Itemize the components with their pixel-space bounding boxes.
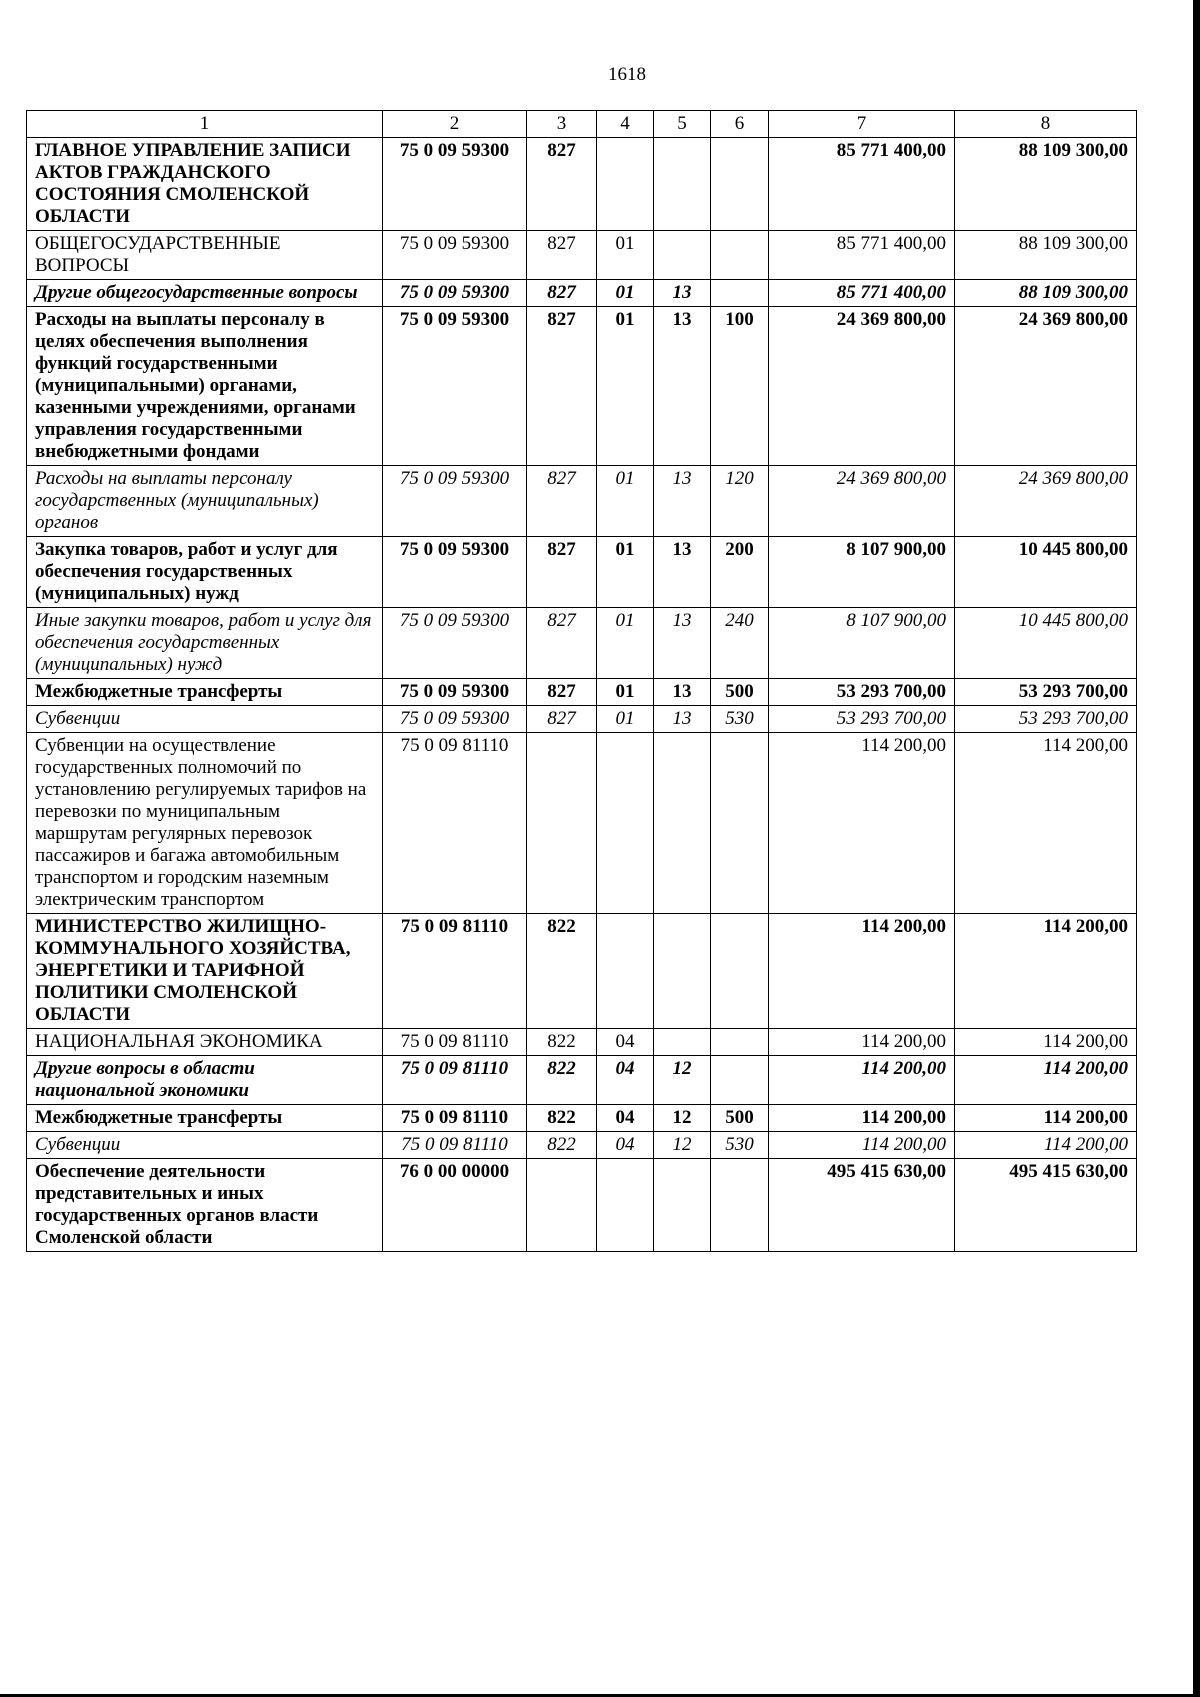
item-name: НАЦИОНАЛЬНАЯ ЭКОНОМИКА [27, 1029, 383, 1056]
target-article-code: 75 0 09 81110 [383, 1056, 527, 1105]
column-number: 2 [383, 111, 527, 138]
table-row [27, 1132, 1137, 1159]
amount-year-2: 88 109 300,00 [955, 231, 1137, 280]
subsection-code: 12 [654, 1132, 711, 1159]
expense-type-code: 240 [711, 608, 769, 679]
amount-year-1: 114 200,00 [769, 914, 955, 1029]
target-article-code: 75 0 09 81110 [383, 1029, 527, 1056]
amount-year-2: 88 109 300,00 [955, 138, 1137, 231]
target-article-code: 75 0 09 59300 [383, 231, 527, 280]
amount-year-1: 24 369 800,00 [769, 307, 955, 466]
expense-type-code [711, 280, 769, 307]
ministry-code [527, 1159, 597, 1252]
target-article-code: 75 0 09 59300 [383, 307, 527, 466]
item-name: Другие вопросы в области национальной экономики [27, 1056, 383, 1105]
amount-year-1: 114 200,00 [769, 1056, 955, 1105]
ministry-code: 827 [527, 679, 597, 706]
item-name: ОБЩЕГОСУДАРСТВЕННЫЕ ВОПРОСЫ [27, 231, 383, 280]
subsection-code [654, 733, 711, 914]
amount-year-2: 24 369 800,00 [955, 307, 1137, 466]
item-name: МИНИСТЕРСТВО ЖИЛИЩНО-КОММУНАЛЬНОГО ХОЗЯЙСТВА, ЭНЕРГЕТИКИ И ТАРИФНОЙ ПОЛИТИКИ СМОЛЕНСКОЙ ОБЛАСТИ [27, 914, 383, 1029]
ministry-code: 827 [527, 706, 597, 733]
subsection-code: 13 [654, 307, 711, 466]
subsection-code: 12 [654, 1105, 711, 1132]
item-name: Межбюджетные трансферты [27, 1105, 383, 1132]
column-number: 1 [27, 111, 383, 138]
ministry-code: 827 [527, 537, 597, 608]
amount-year-1: 53 293 700,00 [769, 706, 955, 733]
ministry-code: 827 [527, 231, 597, 280]
column-number: 5 [654, 111, 711, 138]
section-code [597, 733, 654, 914]
item-name: Субвенции на осуществление государственных полномочий по установлению регулируемых тарифов на перевозки по муниципальным маршрутам регулярных перевозок пассажиров и багажа автомобильным транспортом и городским наземным электрическим транспортом [27, 733, 383, 914]
amount-year-2: 53 293 700,00 [955, 679, 1137, 706]
amount-year-1: 85 771 400,00 [769, 280, 955, 307]
subsection-code [654, 1029, 711, 1056]
amount-year-1: 85 771 400,00 [769, 138, 955, 231]
target-article-code: 76 0 00 00000 [383, 1159, 527, 1252]
item-name: Субвенции [27, 1132, 383, 1159]
amount-year-2: 53 293 700,00 [955, 706, 1137, 733]
item-name: Межбюджетные трансферты [27, 679, 383, 706]
table-row [27, 1105, 1137, 1132]
subsection-code [654, 138, 711, 231]
table-row [27, 733, 1137, 914]
item-name: Обеспечение деятельности представительных и иных государственных органов власти Смоленской области [27, 1159, 383, 1252]
expense-type-code [711, 1056, 769, 1105]
section-code: 01 [597, 679, 654, 706]
subsection-code: 13 [654, 466, 711, 537]
amount-year-2: 495 415 630,00 [955, 1159, 1137, 1252]
amount-year-1: 85 771 400,00 [769, 231, 955, 280]
expense-type-code: 100 [711, 307, 769, 466]
amount-year-1: 114 200,00 [769, 733, 955, 914]
target-article-code: 75 0 09 81110 [383, 1105, 527, 1132]
expense-type-code [711, 1159, 769, 1252]
amount-year-2: 10 445 800,00 [955, 608, 1137, 679]
amount-year-2: 24 369 800,00 [955, 466, 1137, 537]
ministry-code: 827 [527, 138, 597, 231]
ministry-code: 827 [527, 466, 597, 537]
section-code: 04 [597, 1105, 654, 1132]
amount-year-1: 53 293 700,00 [769, 679, 955, 706]
table-row [27, 1056, 1137, 1105]
table-row [27, 914, 1137, 1029]
budget-table [26, 110, 1137, 1252]
expense-type-code [711, 914, 769, 1029]
subsection-code: 12 [654, 1056, 711, 1105]
amount-year-1: 114 200,00 [769, 1029, 955, 1056]
subsection-code [654, 231, 711, 280]
table-row [27, 307, 1137, 466]
table-row [27, 608, 1137, 679]
expense-type-code: 500 [711, 679, 769, 706]
item-name: Иные закупки товаров, работ и услуг для обеспечения государственных (муниципальных) нужд [27, 608, 383, 679]
section-code [597, 914, 654, 1029]
ministry-code: 827 [527, 280, 597, 307]
amount-year-1: 8 107 900,00 [769, 608, 955, 679]
subsection-code [654, 1159, 711, 1252]
item-name: Субвенции [27, 706, 383, 733]
section-code [597, 138, 654, 231]
table-body [27, 111, 1137, 1252]
target-article-code: 75 0 09 59300 [383, 679, 527, 706]
table-row [27, 1029, 1137, 1056]
table-row [27, 1159, 1137, 1252]
amount-year-1: 24 369 800,00 [769, 466, 955, 537]
item-name: Расходы на выплаты персоналу в целях обеспечения выполнения функций государственными (муниципальными) органами, казенными учреждениями, органами управления государственными внебюджетными фондами [27, 307, 383, 466]
amount-year-1: 114 200,00 [769, 1105, 955, 1132]
item-name: Закупка товаров, работ и услуг для обеспечения государственных (муниципальных) нужд [27, 537, 383, 608]
amount-year-2: 114 200,00 [955, 914, 1137, 1029]
column-number: 4 [597, 111, 654, 138]
ministry-code: 827 [527, 307, 597, 466]
item-name: Другие общегосударственные вопросы [27, 280, 383, 307]
amount-year-2: 114 200,00 [955, 1105, 1137, 1132]
subsection-code [654, 914, 711, 1029]
table-row [27, 280, 1137, 307]
column-number: 7 [769, 111, 955, 138]
expense-type-code: 200 [711, 537, 769, 608]
expense-type-code: 120 [711, 466, 769, 537]
section-code: 04 [597, 1132, 654, 1159]
section-code: 01 [597, 608, 654, 679]
amount-year-2: 10 445 800,00 [955, 537, 1137, 608]
section-code: 01 [597, 537, 654, 608]
section-code: 01 [597, 231, 654, 280]
amount-year-1: 114 200,00 [769, 1132, 955, 1159]
page-number: 1618 [608, 64, 646, 85]
ministry-code [527, 733, 597, 914]
column-number: 3 [527, 111, 597, 138]
subsection-code: 13 [654, 608, 711, 679]
column-number-row [27, 111, 1137, 138]
amount-year-1: 8 107 900,00 [769, 537, 955, 608]
page-edge-right [1193, 0, 1200, 1697]
expense-type-code: 530 [711, 1132, 769, 1159]
section-code: 01 [597, 307, 654, 466]
amount-year-2: 114 200,00 [955, 1132, 1137, 1159]
table-row [27, 231, 1137, 280]
target-article-code: 75 0 09 59300 [383, 466, 527, 537]
ministry-code: 822 [527, 1132, 597, 1159]
section-code [597, 1159, 654, 1252]
table-row [27, 706, 1137, 733]
target-article-code: 75 0 09 81110 [383, 1132, 527, 1159]
expense-type-code [711, 733, 769, 914]
amount-year-1: 495 415 630,00 [769, 1159, 955, 1252]
table-row [27, 679, 1137, 706]
target-article-code: 75 0 09 59300 [383, 138, 527, 231]
target-article-code: 75 0 09 59300 [383, 706, 527, 733]
table-row [27, 466, 1137, 537]
target-article-code: 75 0 09 59300 [383, 280, 527, 307]
subsection-code: 13 [654, 679, 711, 706]
section-code: 01 [597, 280, 654, 307]
target-article-code: 75 0 09 59300 [383, 608, 527, 679]
amount-year-2: 114 200,00 [955, 733, 1137, 914]
section-code: 04 [597, 1029, 654, 1056]
expense-type-code [711, 231, 769, 280]
ministry-code: 822 [527, 1029, 597, 1056]
ministry-code: 822 [527, 1105, 597, 1132]
expense-type-code [711, 1029, 769, 1056]
target-article-code: 75 0 09 81110 [383, 733, 527, 914]
section-code: 01 [597, 706, 654, 733]
column-number: 6 [711, 111, 769, 138]
section-code: 04 [597, 1056, 654, 1105]
expense-type-code: 530 [711, 706, 769, 733]
subsection-code: 13 [654, 537, 711, 608]
expense-type-code [711, 138, 769, 231]
item-name: Расходы на выплаты персоналу государственных (муниципальных) органов [27, 466, 383, 537]
table-row [27, 537, 1137, 608]
ministry-code: 822 [527, 1056, 597, 1105]
amount-year-2: 114 200,00 [955, 1056, 1137, 1105]
ministry-code: 822 [527, 914, 597, 1029]
target-article-code: 75 0 09 81110 [383, 914, 527, 1029]
amount-year-2: 114 200,00 [955, 1029, 1137, 1056]
ministry-code: 827 [527, 608, 597, 679]
item-name: ГЛАВНОЕ УПРАВЛЕНИЕ ЗАПИСИ АКТОВ ГРАЖДАНСКОГО СОСТОЯНИЯ СМОЛЕНСКОЙ ОБЛАСТИ [27, 138, 383, 231]
table-row [27, 138, 1137, 231]
section-code: 01 [597, 466, 654, 537]
target-article-code: 75 0 09 59300 [383, 537, 527, 608]
amount-year-2: 88 109 300,00 [955, 280, 1137, 307]
column-number: 8 [955, 111, 1137, 138]
subsection-code: 13 [654, 706, 711, 733]
subsection-code: 13 [654, 280, 711, 307]
expense-type-code: 500 [711, 1105, 769, 1132]
